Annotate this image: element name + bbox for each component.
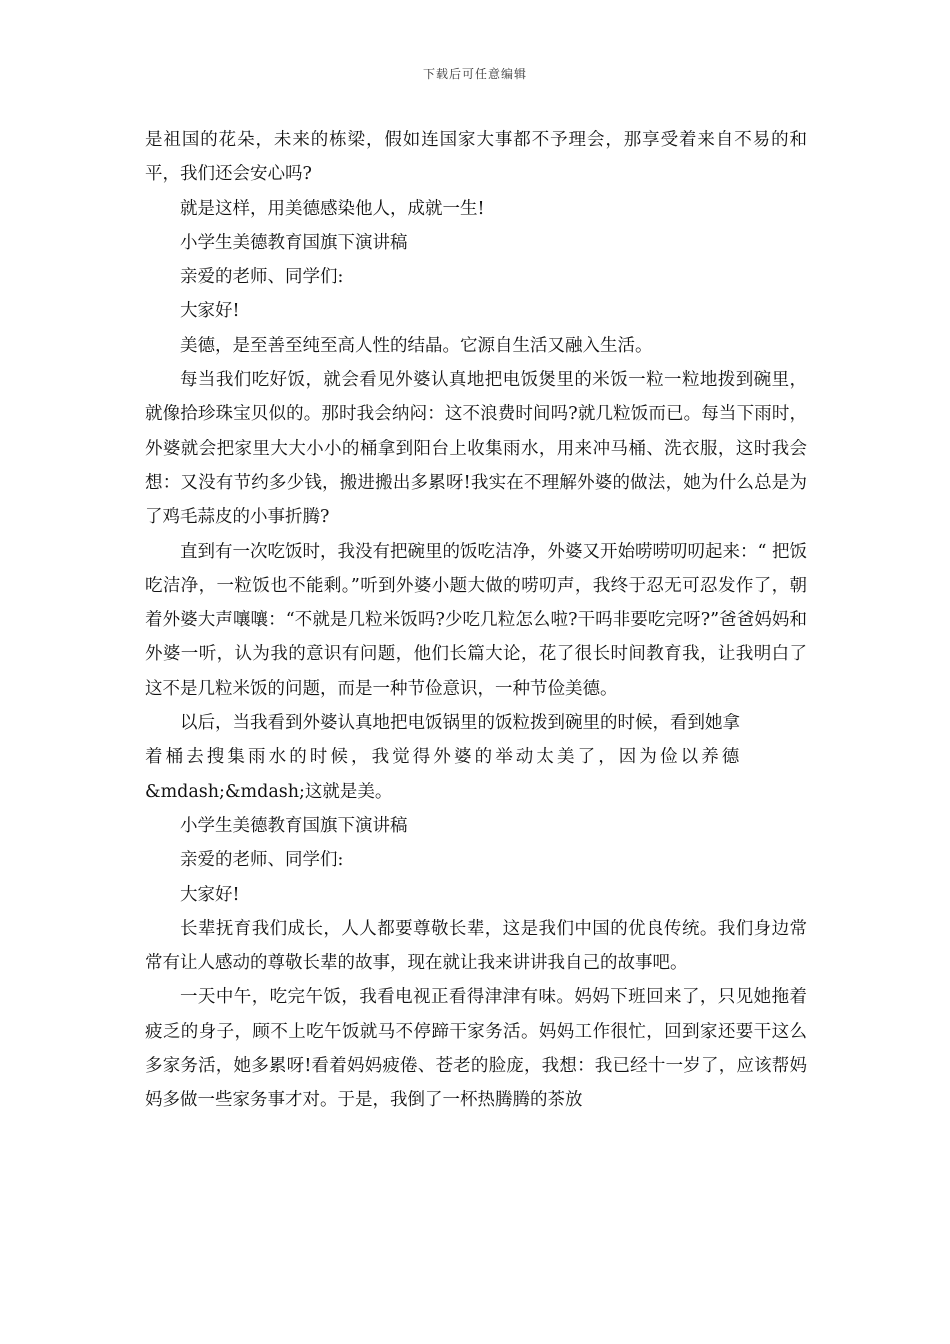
page-header: 下载后可任意编辑 [422, 67, 527, 81]
paragraph: 以后，当我看到外婆认真地把电饭锅里的饭粒拨到碗里的时候，看到她拿 [180, 713, 740, 734]
paragraph: 着桶去搜集雨水的时候，我觉得外婆的举动太美了，因为俭以养德 [145, 747, 743, 768]
greeting: 大家好! [180, 301, 240, 322]
paragraph: 长辈抚育我们成长，人人都要尊敬长辈，这是我们中国的优良传统。我们身边常常有让人感动的尊敬长辈的故事，现在就让我来讲讲我自己的故事吧。 [145, 918, 807, 974]
greeting: 大家好! [180, 884, 240, 905]
paragraph: &mdash;&mdash;这就是美。 [145, 781, 393, 802]
salutation: 亲爱的老师、同学们: [180, 267, 344, 288]
paragraph: 美德，是至善至纯至高人性的结晶。它源自生活又融入生活。 [180, 335, 653, 356]
speech-title: 小学生美德教育国旗下演讲稿 [180, 232, 408, 253]
paragraph: 直到有一次吃饭时，我没有把碗里的饭吃洁净，外婆又开始唠唠叨叨起来：“ 把饭吃洁净，一粒饭也不能剩。”听到外婆小题大做的唠叨声，我终于忍无可忍发作了，朝着外婆大声嚷嚷：“不就是几粒米饭吗?少吃几粒怎么啦?干吗非要吃完呀?”爸爸妈妈和外婆一听，认为我的意识有问题，他们长篇大论，花了很长时间教育我，让我明白了这不是几粒米饭的问题，而是一种节俭意识，一种节俭美德。 [145, 541, 808, 699]
paragraph: 是祖国的花朵，未来的栋梁，假如连国家大事都不予理会，那享受着来自不易的和平，我们还会安心吗? [145, 130, 807, 185]
paragraph: 就是这样，用美德感染他人，成就一生! [180, 198, 485, 219]
paragraph: 一天中午，吃完午饭，我看电视正看得津津有味。妈妈下班回来了，只见她拖着疲乏的身子，顾不上吃午饭就马不停蹄干家务活。妈妈工作很忙，回到家还要干这么多家务活，她多累呀!看着妈妈疲倦、苍老的脸庞，我想：我已经十一岁了，应该帮妈妈多做一些家务事才对。于是，我倒了一杯热腾腾的茶放 [145, 987, 807, 1111]
salutation: 亲爱的老师、同学们: [180, 850, 344, 871]
paragraph: 每当我们吃好饭，就会看见外婆认真地把电饭煲里的米饭一粒一粒地拨到碗里，就像拾珍珠宝贝似的。那时我会纳闷：这不浪费时间吗?就几粒饭而已。每当下雨时，外婆就会把家里大大小小的桶拿到阳台上收集雨水，用来冲马桶、洗衣服，这时我会想：又没有节约多少钱，搬进搬出多累呀!我实在不理解外婆的做法，她为什么总是为了鸡毛蒜皮的小事折腾? [145, 370, 807, 528]
speech-title: 小学生美德教育国旗下演讲稿 [180, 815, 408, 836]
document-body [145, 123, 807, 1118]
